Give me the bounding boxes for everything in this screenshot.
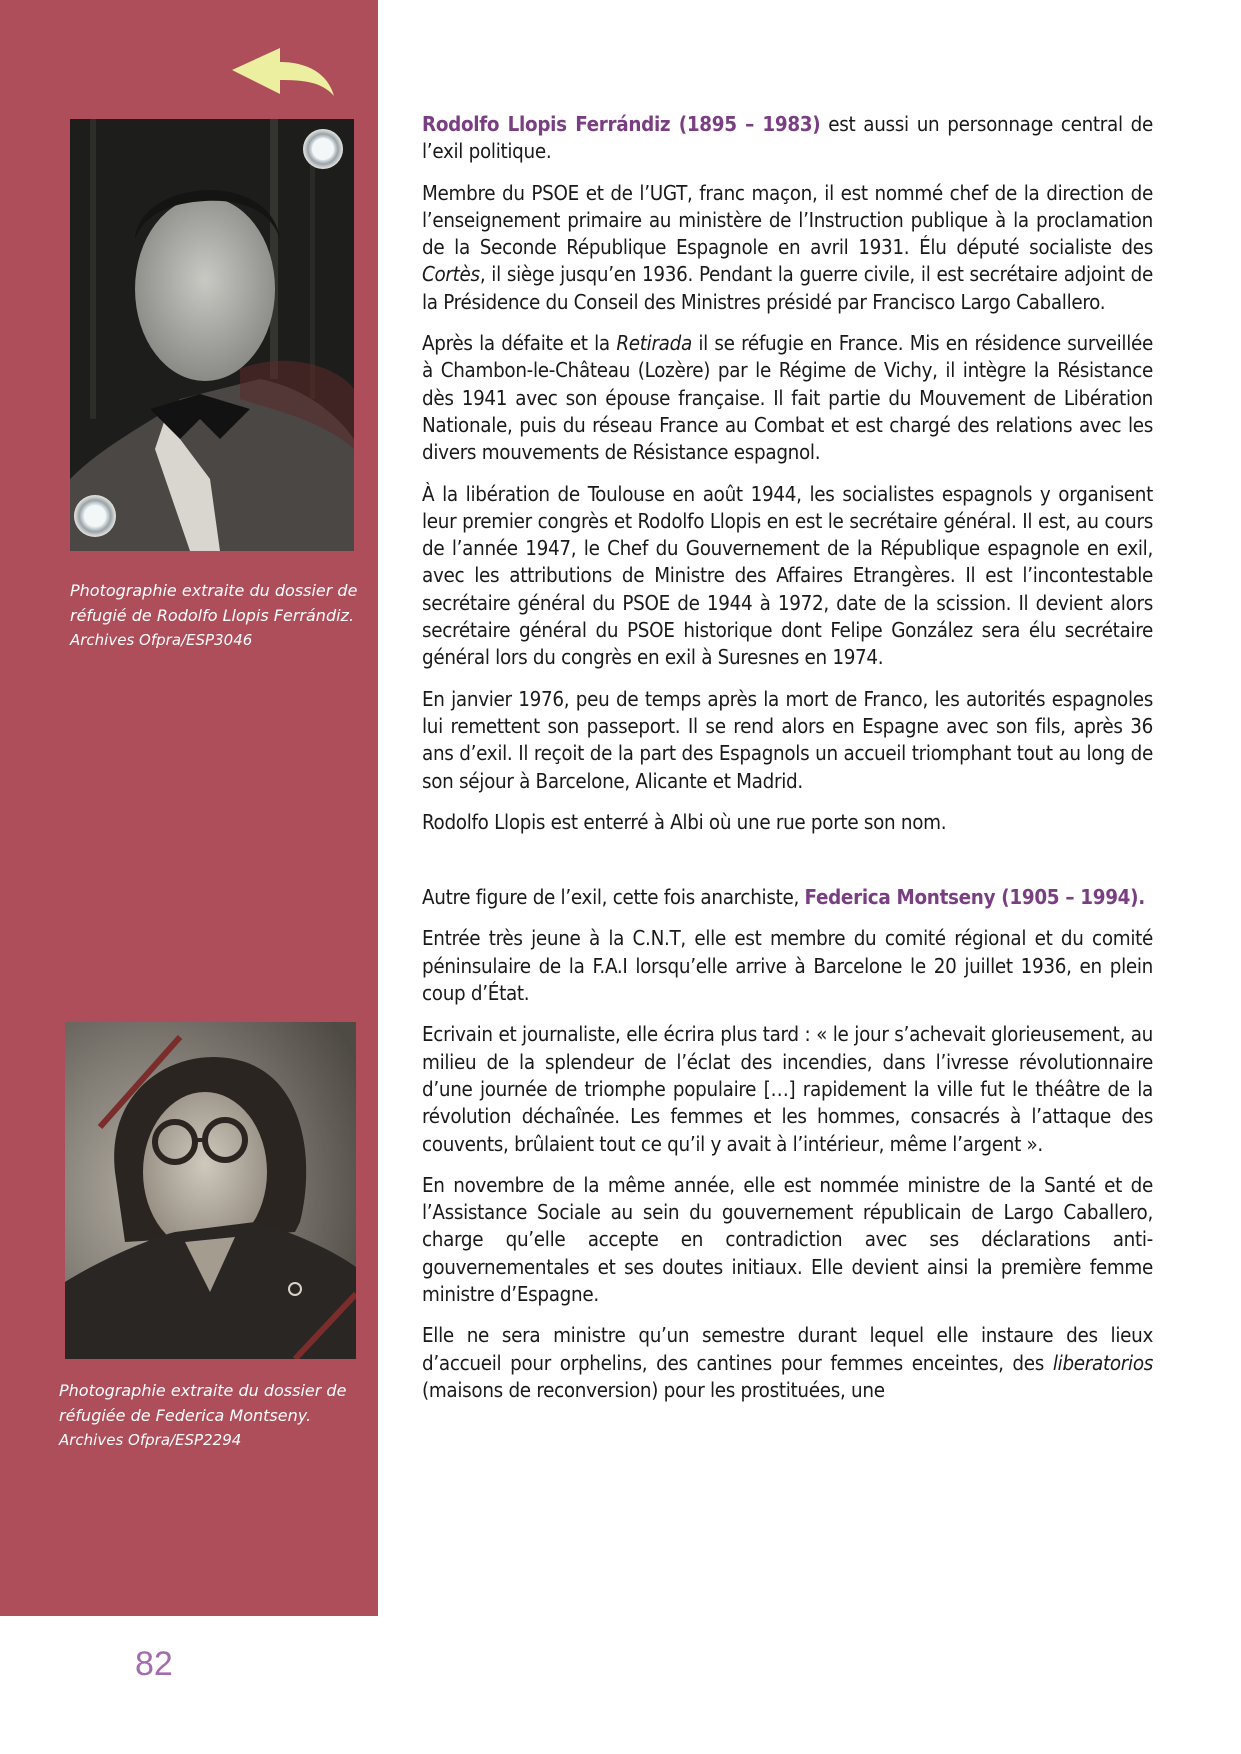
caption-text: Photographie extraite du dossier de réfugiée de Federica Montseny.: [59, 1381, 347, 1425]
paragraph-llopis-liberation: À la libération de Toulouse en août 1944, les socialistes espagnols y organisent leur premier congrès et Rodolfo Llopis en est le secrétaire général. Il est, au cours de l’année 1947, le Chef du Gouvernement de la République espagnole en exil, avec les attributions de Ministre des Affaires Etrangères. Il est l’incontestable secrétaire général du PSOE de 1944 à 1972, date de la scission. Il devient alors secrétaire général du PSOE historique dont Felipe González sera élu secrétaire général lors du congrès en exil à Suresnes en 1974.: [422, 481, 1153, 670]
paragraph-llopis-intro: [422, 111, 1153, 166]
emphasis-term: Cortès: [422, 262, 480, 287]
paragraph-text: il se réfugie en France. Mis en résidence surveillée à Chambon-le-Château (Lozère) par le Régime de Vichy, il intègre la Résistance dès 1941 avec son épouse française. Il fait partie du Mouvement de Libération Nationale, puis du réseau France au Combat et est chargé des relations avec les divers mouvements de Résistance espagnol.: [422, 331, 1153, 465]
paragraph-montseny-cnt: Entrée très jeune à la C.N.T, elle est membre du comité régional et du comité péninsulaire de la F.A.I lorsqu’elle arrive à Barcelone le 20 juillet 1936, en plein coup d’État.: [422, 926, 1153, 1006]
photo-caption-rodolfo: [70, 578, 370, 653]
paragraph-text: est aussi un personnage central de l’exil politique.: [422, 112, 1154, 164]
paragraph-text: Membre du PSOE et de l’UGT, franc maçon, il est nommé chef de la direction de l’enseignement primaire au ministère de l’Instruction publique à la proclamation de la Seconde République Espagnole en avril 1931. Élu député socialiste des: [422, 180, 1153, 260]
paragraph-llopis-exile: [422, 330, 1153, 466]
paragraph-text: Après la défaite et la: [422, 331, 617, 356]
paragraph-text: (maisons de reconversion) pour les prostituées, une: [422, 1377, 885, 1402]
caption-archive-ref: Archives Ofpra/ESP3046: [70, 631, 253, 649]
paragraph-text: Elle ne sera ministre qu’un semestre durant lequel elle instaure des lieux d’accueil pour orphelins, des cantines pour femmes enceintes, des: [422, 1323, 1153, 1375]
paragraph-llopis-burial: Rodolfo Llopis est enterré à Albi où une rue porte son nom.: [422, 809, 947, 834]
paragraph-text: Autre figure de l’exil, cette fois anarchiste,: [422, 885, 805, 910]
paragraph-montseny-intro: [422, 884, 1153, 911]
page-number: 82: [135, 1645, 173, 1683]
paragraph-llopis-career: [422, 180, 1153, 316]
caption-archive-ref: Archives Ofpra/ESP2294: [59, 1431, 242, 1449]
person-name-llopis: Rodolfo Llopis Ferrándiz (1895 – 1983): [422, 112, 821, 136]
paragraph-montseny-quote: Ecrivain et journaliste, elle écrira plus tard : « le jour s’achevait glorieusement, au milieu de la splendeur de l’éclat des incendies, dans l’ivresse révolutionnaire d’une journée de triomphe populaire […] rapidement la ville fut le théâtre de la révolution déchaînée. Les femmes et les hommes, consacrés à l’attaque des couvents, brûlaient tout ce qu’il y avait à l’intérieur, même l’argent ».: [422, 1022, 1153, 1156]
emphasis-term: Retirada: [616, 331, 692, 356]
sidebar-band: [0, 0, 378, 1616]
caption-text: Photographie extraite du dossier de réfugié de Rodolfo Llopis Ferrándiz.: [70, 581, 358, 625]
emphasis-term: liberatorios: [1052, 1350, 1153, 1375]
photo-federica-montseny: [65, 1022, 356, 1359]
person-name-montseny: Federica Montseny (1905 – 1994).: [804, 885, 1145, 910]
curved-back-arrow-icon[interactable]: [230, 46, 336, 98]
paragraph-montseny-reforms: [422, 1322, 1153, 1404]
paragraph-text: , il siège jusqu’en 1936. Pendant la guerre civile, il est secrétaire adjoint de la Présidence du Conseil des Ministres présidé par Francisco Largo Caballero.: [422, 262, 1153, 314]
paragraph-montseny-minister: En novembre de la même année, elle est nommée ministre de la Santé et de l’Assistance Sociale au sein du gouvernement républicain de Largo Caballero, charge qu’elle accepte en contradiction avec ses déclarations anti-gouvernementales et ses doutes initiaux. Elle devient ainsi la première femme ministre d’Espagne.: [422, 1172, 1153, 1306]
article-body: [422, 111, 1153, 1418]
photo-caption-federica: [59, 1378, 359, 1453]
paragraph-llopis-return: En janvier 1976, peu de temps après la mort de Franco, les autorités espagnoles lui remettent son passeport. Il se rend alors en Espagne avec son fils, après 36 ans d’exil. Il reçoit de la part des Espagnols un accueil triomphant tout au long de son séjour à Barcelone, Alicante et Madrid.: [422, 686, 1153, 793]
photo-rodolfo-llopis: [70, 119, 354, 551]
